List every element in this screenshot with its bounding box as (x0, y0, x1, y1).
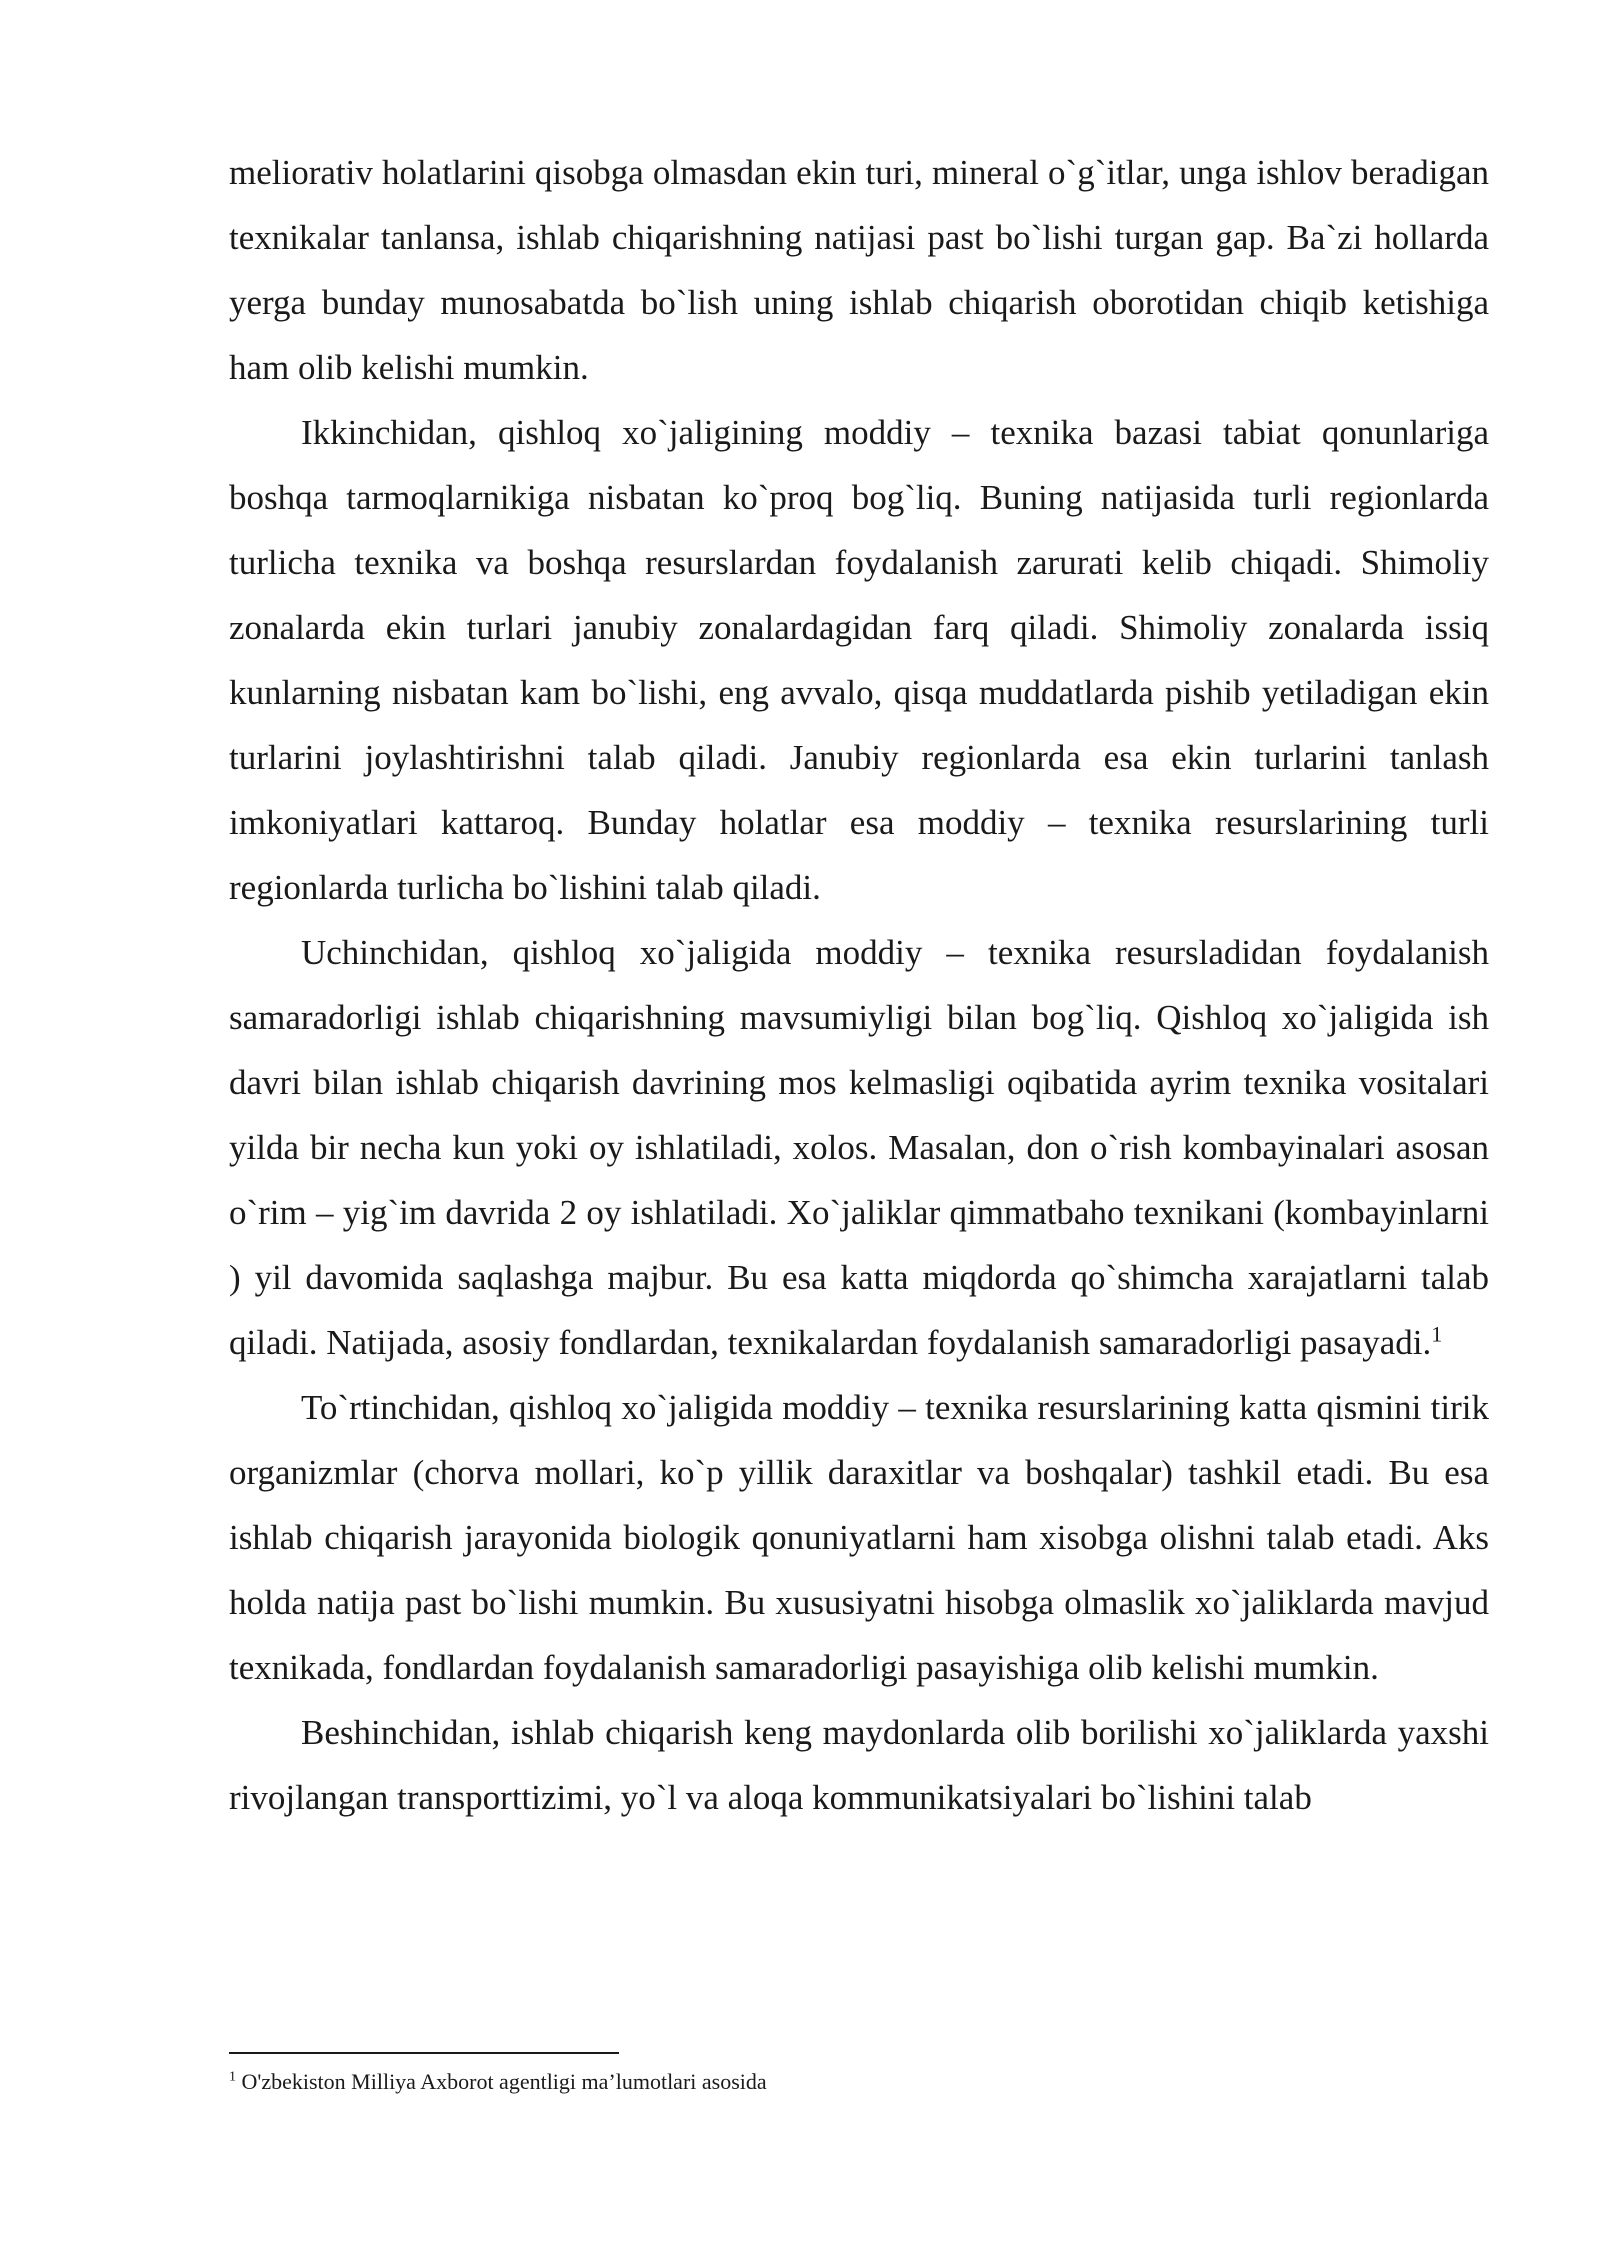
body-text (229, 140, 1489, 1830)
paragraph-1: meliorativ holatlarini qisobga olmasdan ekin turi, mineral o`g`itlar, unga ishlov beradigan texnikalar tanlansa, ishlab chiqarishning natijasi past bo`lishi turgan gap. Ba`zi hollarda yerga bunday munosabatda bo`lish uning ishlab chiqarish oborotidan chiqib ketishiga ham olib kelishi mumkin. (229, 153, 1489, 387)
paragraph-5: Beshinchidan, ishlab chiqarish keng maydonlarda olib borilishi xo`jaliklarda yaxshi rivojlangan transporttizimi, yo`l va aloqa kommunikatsiyalari bo`lishini talab (229, 1713, 1489, 1817)
paragraph-2: Ikkinchidan, qishloq xo`jaligining moddiy – texnika bazasi tabiat qonunlariga boshqa tarmoqlarnikiga nisbatan ko`proq bog`liq. Buning natijasida turli regionlarda turlicha texnika va boshqa resurslardan foydalanish zarurati kelib chiqadi. Shimoliy zonalarda ekin turlari janubiy zonalardagidan farq qiladi. Shimoliy zonalarda issiq kunlarning nisbatan kam bo`lishi, eng avvalo, qisqa muddatlarda pishib yetiladigan ekin turlarini joylashtirishni talab qiladi. Janubiy regionlarda esa ekin turlarini tanlash imkoniyatlari kattaroq. Bunday holatlar esa moddiy – texnika resurslarining turli regionlarda turlicha bo`lishini talab qiladi. (229, 413, 1489, 907)
paragraph-4: To`rtinchidan, qishloq xo`jaligida moddiy – texnika resurslarining katta qismini tirik organizmlar (chorva mollari, ko`p yillik daraxitlar va boshqalar) tashkil etadi. Bu esa ishlab chiqarish jarayonida biologik qonuniyatlarni ham xisobga olishni talab etadi. Aks holda natija past bo`lishi mumkin. Bu xususiyatni hisobga olmaslik xo`jaliklarda mavjud texnikada, fondlardan foydalanish samaradorligi pasayishiga olib kelishi mumkin. (229, 1388, 1489, 1687)
footnote-separator (229, 2052, 619, 2054)
footnote (229, 2068, 1489, 2096)
paragraph-3-text: Uchinchidan, qishloq xo`jaligida moddiy – texnika resursladidan foydalanish samaradorligi ishlab chiqarishning mavsumiyligi bilan bog`liq. Qishloq xo`jaligida ish davri bilan ishlab chiqarish davrining mos kelmasligi oqibatida ayrim texnika vositalari yilda bir necha kun yoki oy ishlatiladi, xolos. Masalan, don o`rish kombayinalari asosan o`rim – yig`im davrida 2 oy ishlatiladi. Xo`jaliklar qimmatbaho texnikani (kombayinlarni ) yil davomida saqlashga majbur. Bu esa katta miqdorda qo`shimcha xarajatlarni talab qiladi. Natijada, asosiy fondlardan, texnikalardan foydalanish samaradorligi pasayadi. (229, 933, 1489, 1362)
paragraph-3 (229, 920, 1489, 1375)
footnote-reference[interactable]: 1 (1431, 1321, 1443, 1347)
footnote-marker: 1 (229, 2069, 236, 2085)
footnote-text: O'zbekiston Milliya Axborot agentligi ma’lumotlari asosida (241, 2069, 767, 2094)
